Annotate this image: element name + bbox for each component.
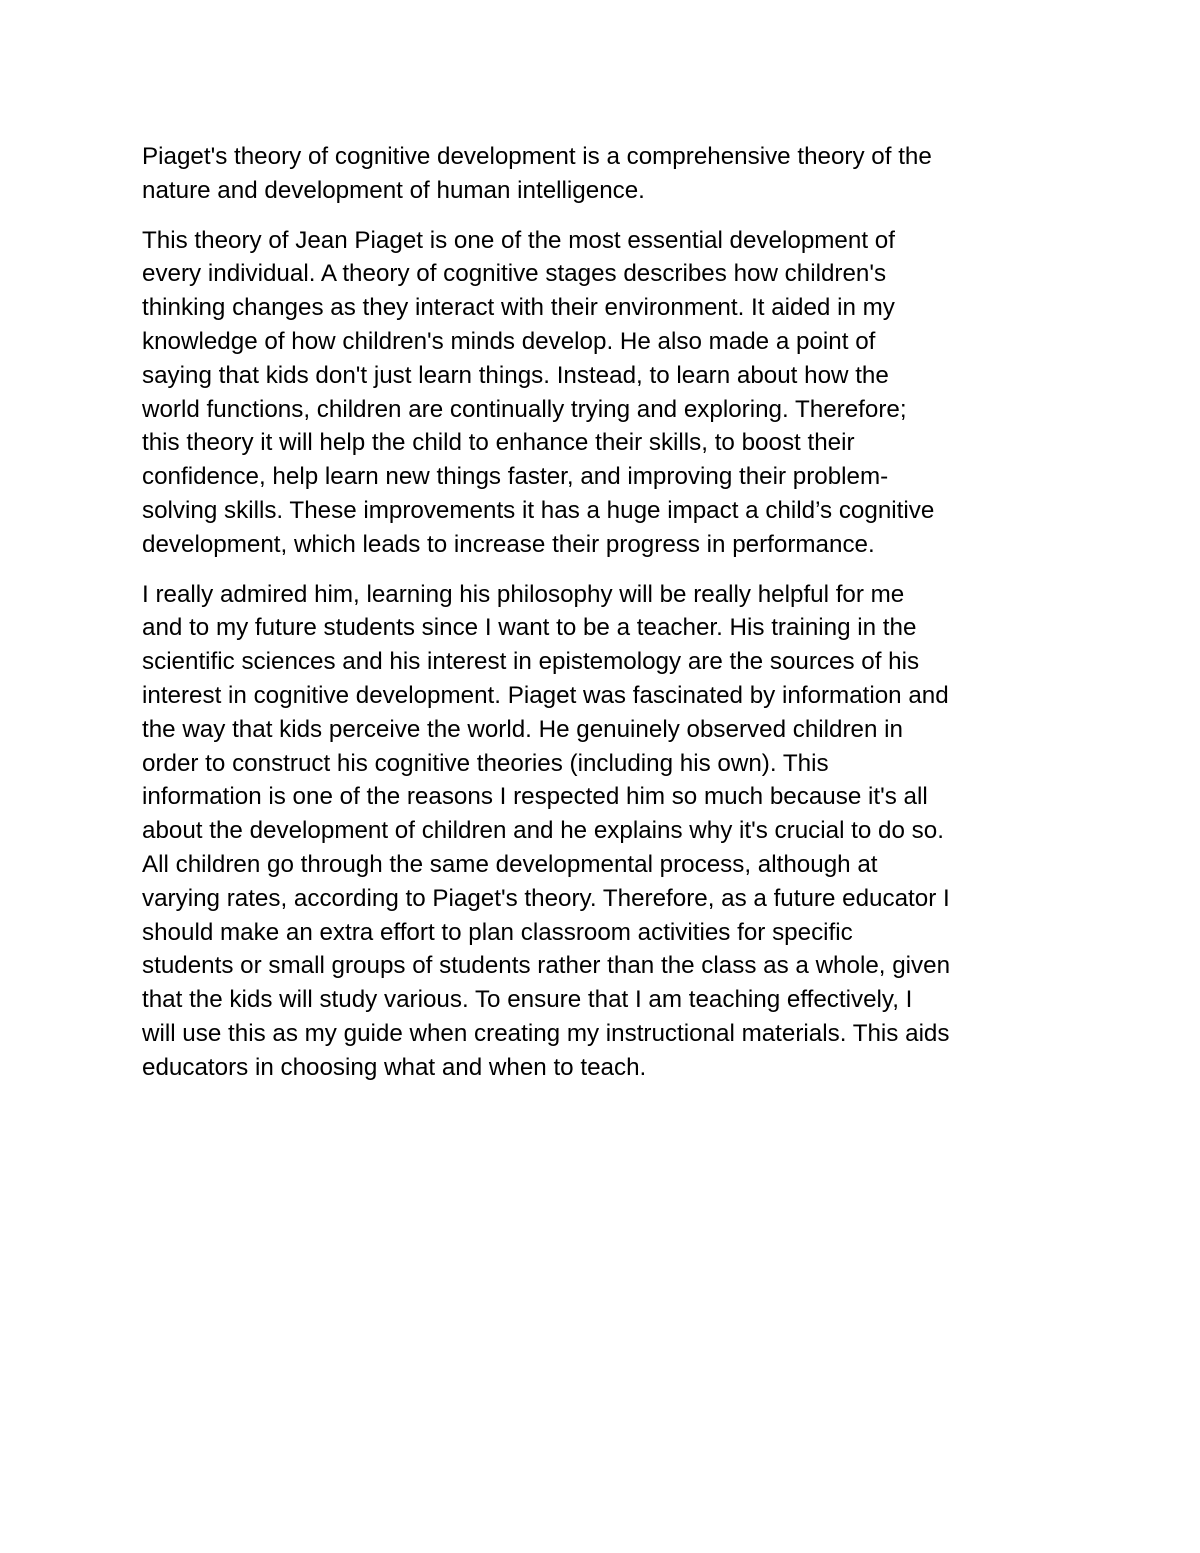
text-line: This theory of Jean Piaget is one of the most essential development of — [142, 226, 895, 254]
paragraph-1 — [142, 140, 1077, 208]
text-line: world functions, children are continually trying and exploring. Therefore; — [142, 395, 907, 423]
text-line: solving skills. These improvements it has a huge impact a child’s cognitive — [142, 496, 935, 524]
text-line: should make an extra effort to plan classroom activities for specific — [142, 918, 853, 946]
text-line: the way that kids perceive the world. He genuinely observed children in — [142, 715, 903, 743]
text-line: nature and development of human intelligence. — [142, 176, 645, 204]
text-line: will use this as my guide when creating my instructional materials. This aids — [142, 1019, 950, 1047]
text-line: information is one of the reasons I respected him so much because it's all — [142, 783, 928, 811]
paragraph-3 — [142, 578, 1077, 1085]
document-body — [142, 140, 1077, 1101]
text-line: confidence, help learn new things faster, and improving their problem- — [142, 463, 889, 491]
paragraph-2 — [142, 224, 1077, 562]
text-line: this theory it will help the child to enhance their skills, to boost their — [142, 429, 855, 457]
text-line: I really admired him, learning his philosophy will be really helpful for me — [142, 580, 905, 608]
text-line: educators in choosing what and when to teach. — [142, 1053, 647, 1081]
text-line: development, which leads to increase their progress in performance. — [142, 530, 875, 558]
text-line: knowledge of how children's minds develop. He also made a point of — [142, 327, 876, 355]
text-line: All children go through the same developmental process, although at — [142, 850, 878, 878]
text-line: varying rates, according to Piaget's theory. Therefore, as a future educator I — [142, 884, 950, 912]
text-line: about the development of children and he explains why it's crucial to do so. — [142, 817, 944, 845]
text-line: thinking changes as they interact with their environment. It aided in my — [142, 294, 895, 322]
text-line: Piaget's theory of cognitive development is a comprehensive theory of the — [142, 143, 932, 170]
text-line: order to construct his cognitive theories (including his own). This — [142, 749, 829, 777]
text-line: and to my future students since I want to be a teacher. His training in the — [142, 614, 917, 642]
text-line: every individual. A theory of cognitive stages describes how children's — [142, 260, 887, 288]
text-line: students or small groups of students rather than the class as a whole, given — [142, 952, 951, 980]
text-line: saying that kids don't just learn things. Instead, to learn about how the — [142, 361, 889, 389]
text-line: that the kids will study various. To ensure that I am teaching effectively, I — [142, 986, 913, 1014]
text-line: scientific sciences and his interest in epistemology are the sources of his — [142, 648, 920, 676]
text-line: interest in cognitive development. Piaget was fascinated by information and — [142, 681, 949, 709]
